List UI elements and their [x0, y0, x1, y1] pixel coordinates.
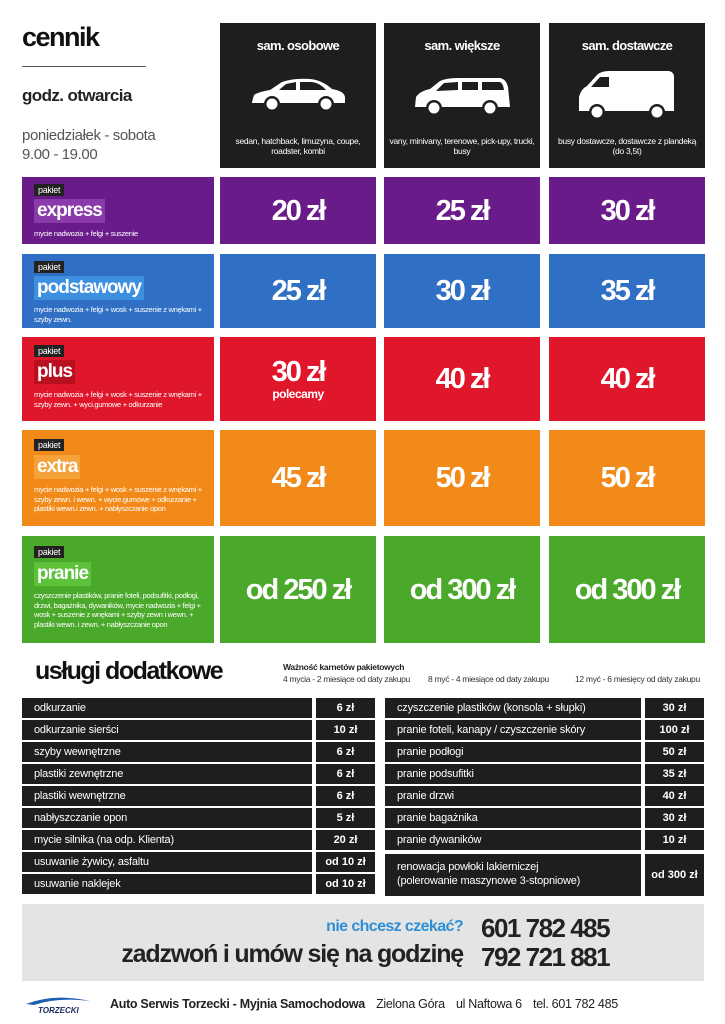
- package-pranie: [22, 536, 214, 643]
- service-price: 35 zł: [645, 764, 704, 784]
- package-plus: [22, 337, 214, 421]
- price-cell: [220, 177, 376, 244]
- company-name: Auto Serwis Torzecki - Myjnia Samochodowa: [110, 997, 365, 1011]
- service-price: 6 zł: [316, 764, 375, 784]
- delivery-van-icon: [549, 69, 705, 129]
- service-item: usuwanie naklejek: [22, 874, 312, 894]
- service-price: 6 zł: [316, 698, 375, 718]
- service-item: mycie silnika (na odp. Klienta): [22, 830, 312, 850]
- service-price: 30 zł: [645, 698, 704, 718]
- price-cell: [549, 177, 705, 244]
- services-title: usługi dodatkowe: [35, 657, 223, 685]
- service-item: pranie foteli, kanapy / czyszczenie skóry: [385, 720, 641, 740]
- vehicle-name: sam. większe: [424, 38, 500, 53]
- vehicle-card-delivery: [549, 23, 705, 168]
- title-divider: [22, 66, 146, 67]
- service-price: od 10 zł: [316, 852, 375, 872]
- service-renovation-line1: renowacja powłoki lakierniczej: [397, 861, 539, 873]
- service-item: plastiki zewnętrzne: [22, 764, 312, 784]
- company-logo: [24, 995, 92, 1015]
- service-price: 100 zł: [645, 720, 704, 740]
- price-value: od 300 zł: [409, 573, 515, 606]
- service-price: 40 zł: [645, 786, 704, 806]
- package-name: extra: [34, 455, 80, 479]
- price-value: od 300 zł: [574, 573, 680, 606]
- price-cell: [549, 254, 705, 328]
- price-cell: [549, 337, 705, 421]
- service-item: odkurzanie sierści: [22, 720, 312, 740]
- service-price: 30 zł: [645, 808, 704, 828]
- package-name: plus: [34, 360, 75, 384]
- price-value: 25 zł: [271, 275, 325, 307]
- minivan-icon: [384, 75, 540, 135]
- price-value: 40 zł: [600, 363, 654, 395]
- vehicle-description: busy dostawcze, dostawcze z plandeką (do 3,5t): [557, 136, 697, 156]
- phone-number-2[interactable]: 792 721 881: [481, 942, 610, 972]
- footer-phone[interactable]: tel. 601 782 485: [533, 997, 618, 1011]
- validity-heading: Ważność karnetów pakietowych: [283, 662, 405, 672]
- service-item: pranie podsufitki: [385, 764, 641, 784]
- price-cell: [384, 177, 540, 244]
- price-value: 40 zł: [435, 363, 489, 395]
- package-name: podstawowy: [34, 276, 144, 300]
- svg-text:TORZECKI: TORZECKI: [38, 1006, 79, 1015]
- price-cell: [384, 254, 540, 328]
- validity-8: 8 myć - 4 miesiące od daty zakupu: [428, 674, 549, 684]
- service-item: usuwanie żywicy, asfaltu: [22, 852, 312, 872]
- service-price: 5 zł: [316, 808, 375, 828]
- package-description: mycie nadwozia + felgi + wosk + suszenie z wnękami + szyby zewn. i wewn. + wycie.gumowe + odkurzanie + plastiki wewn.i zewn. + nabłyszczanie opon: [34, 485, 202, 513]
- price-cell: [384, 536, 540, 643]
- service-price: 10 zł: [645, 830, 704, 850]
- sedan-car-icon: [220, 75, 376, 135]
- package-podstawowy: [22, 254, 214, 328]
- package-name: pranie: [34, 562, 91, 586]
- price-value: od 250 zł: [245, 573, 351, 606]
- vehicle-description: vany, minivany, terenowe, pick-upy, trucki, busy: [389, 136, 535, 156]
- recommended-label: polecamy: [272, 387, 324, 401]
- price-cell: [549, 430, 705, 526]
- vehicle-description: sedan, hatchback, limuzyna, coupe, roadster, kombi: [235, 136, 361, 156]
- price-value: 35 zł: [600, 275, 654, 307]
- price-value: 45 zł: [271, 462, 325, 494]
- service-item: pranie bagażnika: [385, 808, 641, 828]
- price-value: 30 zł: [600, 194, 654, 227]
- service-renovation-price: od 300 zł: [645, 854, 704, 896]
- phone-number-1[interactable]: 601 782 485: [481, 913, 610, 943]
- page-title: cennik: [22, 22, 99, 52]
- service-price: 6 zł: [316, 786, 375, 806]
- price-value: 50 zł: [435, 462, 489, 494]
- package-description: czyszczenie plastików, pranie foteli, podsufitki, podłogi, drzwi, bagażnika, dywaników, mycie nadwozia + felgi + wosk + suszenie z wnękami + szyby zewn i wewn. + plastiki wewn. i zewn. + nabłyszczanie opon: [34, 591, 201, 629]
- package-description: mycie nadwozia + felgi + suszenie: [34, 229, 138, 238]
- package-description: mycie nadwozia + felgi + wosk + suszenie z wnękami + szyby zewn.: [34, 305, 202, 324]
- service-price: 20 zł: [316, 830, 375, 850]
- package-name: express: [34, 199, 105, 223]
- package-description: mycie nadwozia + felgi + wosk + suszenie z wnękami + szyby zewn. + wyci.gumowe + odkurzanie: [34, 390, 202, 409]
- service-item: pranie drzwi: [385, 786, 641, 806]
- service-price: 50 zł: [645, 742, 704, 762]
- price-cell: [220, 254, 376, 328]
- price-value: 20 zł: [271, 194, 325, 227]
- service-item: plastiki wewnętrzne: [22, 786, 312, 806]
- price-cell: [220, 430, 376, 526]
- service-price: od 10 zł: [316, 874, 375, 894]
- vehicle-name: sam. dostawcze: [581, 38, 673, 53]
- banner-main-text: zadzwoń i umów się na godzinę: [121, 940, 463, 968]
- price-value: 25 zł: [435, 194, 489, 227]
- package-tag: pakiet: [34, 184, 64, 196]
- validity-12: 12 myć - 6 miesięcy od daty zakupu: [575, 674, 700, 684]
- service-item: szyby wewnętrzne: [22, 742, 312, 762]
- validity-4: 4 mycia - 2 miesiące od daty zakupu: [283, 674, 410, 684]
- package-tag: pakiet: [34, 261, 64, 273]
- vehicle-card-larger: [384, 23, 540, 168]
- price-cell: [384, 430, 540, 526]
- vehicle-name: sam. osobowe: [256, 38, 340, 53]
- package-tag: pakiet: [34, 439, 64, 451]
- price-value: 30 zł: [435, 275, 489, 307]
- opening-time: 9.00 - 19.00: [22, 146, 98, 163]
- service-item: czyszczenie plastików (konsola + słupki): [385, 698, 641, 718]
- service-price: 10 zł: [316, 720, 375, 740]
- vehicle-card-cars: [220, 23, 376, 168]
- opening-hours-heading: godz. otwarcia: [22, 86, 132, 105]
- banner-question: nie chcesz czekać?: [326, 918, 463, 935]
- price-value: 50 zł: [600, 462, 654, 494]
- footer-street: ul Naftowa 6: [455, 997, 522, 1011]
- package-tag: pakiet: [34, 546, 64, 558]
- footer-city: Zielona Góra: [376, 997, 445, 1011]
- price-cell: [220, 536, 376, 643]
- service-price: 6 zł: [316, 742, 375, 762]
- price-value: 30 zł: [271, 356, 325, 388]
- service-item: odkurzanie: [22, 698, 312, 718]
- opening-days: poniedziałek - sobota: [22, 127, 156, 144]
- price-cell: [384, 337, 540, 421]
- package-express: [22, 177, 214, 244]
- package-extra: [22, 430, 214, 526]
- price-cell: [220, 337, 376, 421]
- price-cell: [549, 536, 705, 643]
- service-item: pranie dywaników: [385, 830, 641, 850]
- service-renovation: [385, 854, 641, 896]
- service-item: nabłyszczanie opon: [22, 808, 312, 828]
- footer-info: [110, 997, 618, 1011]
- service-item: pranie podłogi: [385, 742, 641, 762]
- package-tag: pakiet: [34, 345, 64, 357]
- service-renovation-line2: (polerowanie maszynowe 3-stopniowe): [397, 875, 581, 887]
